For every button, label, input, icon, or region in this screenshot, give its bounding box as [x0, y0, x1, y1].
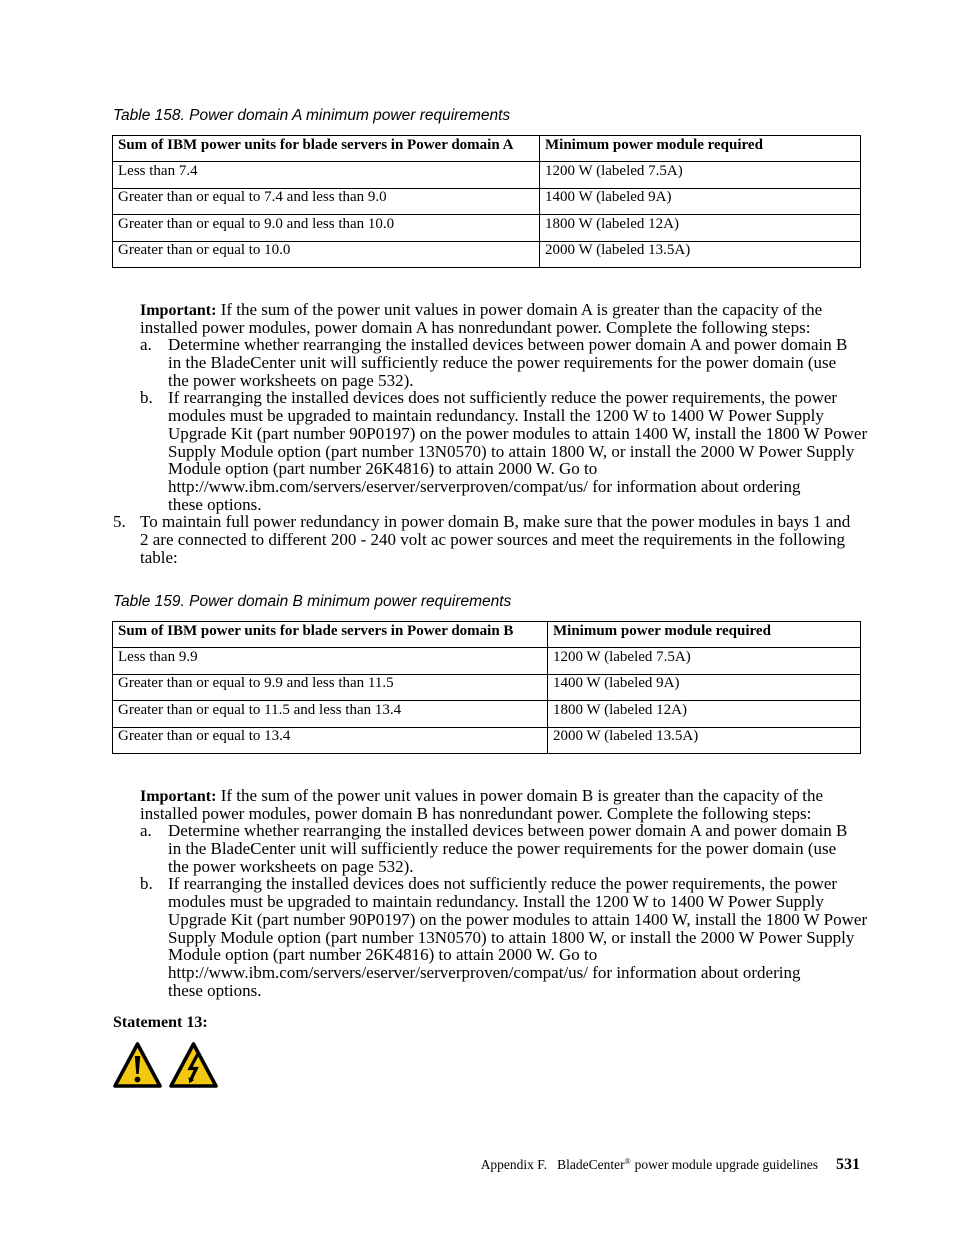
table-159 [112, 621, 861, 754]
list-marker: b. [140, 388, 153, 408]
electrical-hazard-icon [168, 1041, 219, 1089]
table-cell: 1800 W (labeled 12A) [548, 701, 861, 728]
list-item-line [113, 478, 873, 496]
list-item-line: Supply Module option (part number 13N0570) to attain 1800 W, or install the 2000 W Power Supply [168, 927, 855, 947]
list-item-b [113, 389, 873, 513]
list-item-line: Determine whether rearranging the installed devices between power domain A and power domain B [168, 821, 848, 841]
footer-appendix: Appendix F. [480, 1157, 548, 1172]
list-item-line: Module option (part number 26K4816) to attain 2000 W. Go to [168, 945, 598, 965]
table-cell: 1400 W (labeled 9A) [548, 675, 861, 702]
list-marker: b. [140, 874, 153, 894]
caution-exclamation-icon [112, 1041, 163, 1089]
url-trailing-text: for information about ordering [592, 476, 801, 496]
note-line: installed power modules, power domain B has nonredundant power. Complete the following steps: [140, 803, 812, 823]
table-158 [112, 135, 861, 268]
table-cell: 1200 W (labeled 7.5A) [548, 648, 861, 675]
table-cell: Greater than or equal to 9.0 and less than 10.0 [113, 215, 540, 242]
table-header-cell: Minimum power module required [540, 136, 861, 162]
step-line: To maintain full power redundancy in power domain B, make sure that the power modules in bays 1 and [140, 512, 851, 532]
table-header-cell: Sum of IBM power units for blade servers in Power domain A [113, 136, 540, 162]
page-number: 531 [836, 1156, 860, 1173]
serverproven-url: http://www.ibm.com/servers/eserver/serverproven/compat/us/ [168, 962, 589, 982]
table-header-cell: Sum of IBM power units for blade servers in Power domain B [113, 622, 548, 648]
footer-title: power module upgrade guidelines [634, 1157, 818, 1172]
table-159-caption: Table 159. Power domain B minimum power requirements [113, 593, 512, 610]
list-item-line: modules must be upgraded to maintain redundancy. Install the 1200 W to 1400 W Power Supply [168, 406, 824, 426]
note-text: If the sum of the power unit values in power domain A is greater than the capacity of the [220, 300, 823, 319]
list-item-line: in the BladeCenter unit will sufficiently reduce the power requirements for the power domain (use [168, 839, 837, 859]
table-cell: 1200 W (labeled 7.5A) [540, 162, 861, 189]
list-item-line: in the BladeCenter unit will sufficiently reduce the power requirements for the power domain (use [168, 353, 837, 373]
list-item-line: these options. [168, 494, 262, 514]
table-cell: Greater than or equal to 9.9 and less than 11.5 [113, 675, 548, 702]
step-number: 5. [113, 512, 126, 532]
important-label: Important: [140, 788, 217, 805]
list-item-line: modules must be upgraded to maintain redundancy. Install the 1200 W to 1400 W Power Supply [168, 892, 824, 912]
list-marker: a. [140, 335, 152, 355]
note-line [113, 301, 873, 319]
table-cell: Greater than or equal to 11.5 and less than 13.4 [113, 701, 548, 728]
list-item-line: Determine whether rearranging the installed devices between power domain A and power domain B [168, 335, 848, 355]
list-item-line: Module option (part number 26K4816) to attain 2000 W. Go to [168, 459, 598, 479]
list-item-b [113, 875, 873, 999]
serverproven-url: http://www.ibm.com/servers/eserver/serverproven/compat/us/ [168, 476, 589, 496]
list-item-line: If rearranging the installed devices does not sufficiently reduce the power requirements, the power [168, 388, 838, 408]
important-note-domain-a [113, 301, 873, 566]
registered-mark: ® [624, 1157, 631, 1166]
list-item-line: the power worksheets on page 532). [168, 370, 414, 390]
table-cell: Less than 7.4 [113, 162, 540, 189]
table-cell: 2000 W (labeled 13.5A) [548, 728, 861, 755]
table-158-caption: Table 158. Power domain A minimum power requirements [113, 107, 511, 124]
table-header-cell: Minimum power module required [548, 622, 861, 648]
table-cell: 1800 W (labeled 12A) [540, 215, 861, 242]
list-item-a [113, 822, 873, 875]
step-line: 2 are connected to different 200 - 240 volt ac power sources and meet the requirements in the following [140, 529, 845, 549]
list-marker: a. [140, 821, 152, 841]
important-label: Important: [140, 302, 217, 319]
list-item-line: Upgrade Kit (part number 90P0197) on the power modules to attain 1400 W, install the 1800 W Power [168, 423, 868, 443]
list-item-line: the power worksheets on page 532). [168, 856, 414, 876]
list-item-line: Supply Module option (part number 13N0570) to attain 1800 W, or install the 2000 W Power Supply [168, 441, 855, 461]
important-note-domain-b [113, 787, 873, 999]
list-item-line: Upgrade Kit (part number 90P0197) on the power modules to attain 1400 W, install the 1800 W Power [168, 909, 868, 929]
table-cell: Greater than or equal to 10.0 [113, 242, 540, 269]
url-trailing-text: for information about ordering [592, 962, 801, 982]
step-line: table: [140, 547, 178, 567]
table-cell: Greater than or equal to 13.4 [113, 728, 548, 755]
table-cell: Less than 9.9 [113, 648, 548, 675]
note-line: installed power modules, power domain A has nonredundant power. Complete the following steps: [140, 317, 811, 337]
list-item-line [113, 964, 873, 982]
step-5 [113, 513, 873, 566]
list-item-line: If rearranging the installed devices does not sufficiently reduce the power requirements, the power [168, 874, 838, 894]
note-line [113, 787, 873, 805]
footer-product: BladeCenter [557, 1157, 625, 1172]
table-cell: 2000 W (labeled 13.5A) [540, 242, 861, 269]
list-item-a [113, 336, 873, 389]
list-item-line: these options. [168, 980, 262, 1000]
note-text: If the sum of the power unit values in power domain B is greater than the capacity of the [220, 786, 824, 805]
page-footer [481, 1155, 860, 1177]
table-cell: 1400 W (labeled 9A) [540, 189, 861, 216]
table-cell: Greater than or equal to 7.4 and less than 9.0 [113, 189, 540, 216]
statement-13-label: Statement 13: [113, 1014, 208, 1031]
